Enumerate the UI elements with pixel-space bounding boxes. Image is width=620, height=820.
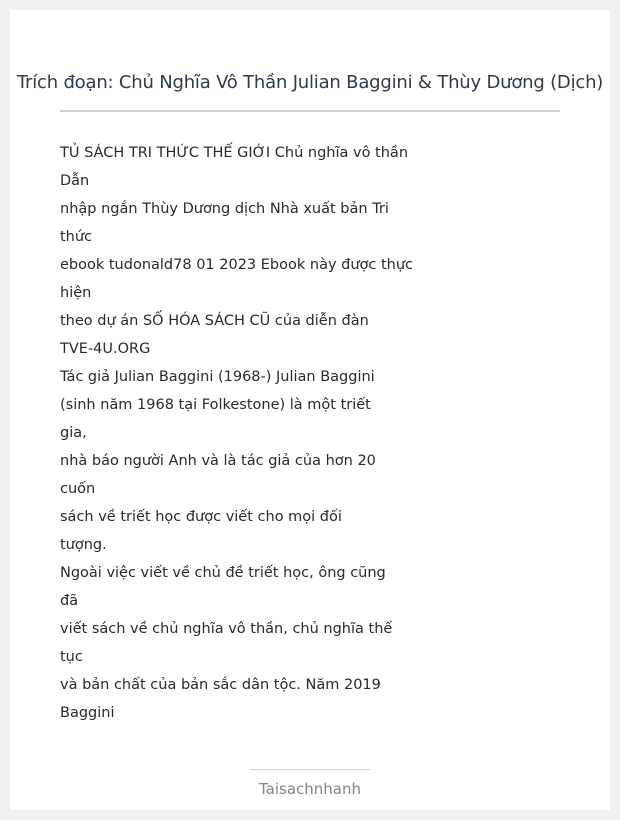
document-body	[60, 139, 440, 727]
body-text-line: đã	[60, 593, 79, 609]
body-text-line: sách về triết học được viết cho mọi đối	[60, 509, 342, 525]
body-text-line: gia,	[60, 425, 87, 441]
body-text-line: Ngoài việc viết về chủ đề triết học, ông cũng	[60, 565, 386, 581]
body-text-line: ebook tudonald78 01 2023 Ebook này được thực	[60, 257, 414, 273]
body-text-line: nhập ngắn Thùy Dương dịch Nhà xuất bản Tri	[60, 201, 389, 217]
document-title: Trích đoạn: Chủ Nghĩa Vô Thần Julian Baggini & Thùy Dương (Dịch)	[16, 72, 604, 93]
body-text-line: hiện	[60, 285, 92, 301]
body-text-line: viết sách về chủ nghĩa vô thần, chủ nghĩa thế	[60, 621, 393, 637]
body-text-line: và bản chất của bản sắc dân tộc. Năm 2019	[60, 677, 381, 693]
title-divider	[60, 110, 560, 112]
site-footer-name: Taisachnhanh	[258, 780, 362, 798]
body-text-line: thức	[60, 229, 93, 245]
body-text-line: theo dự án SỐ HÓA SÁCH CŨ của diễn đàn	[60, 313, 369, 329]
body-text-line: TỦ SÁCH TRI THỨC THẾ GIỚI Chủ nghĩa vô thần	[60, 145, 409, 161]
footer-divider	[250, 769, 370, 770]
body-text-line: (sinh năm 1968 tại Folkestone) là một triết	[60, 397, 371, 413]
document-page	[10, 10, 610, 810]
body-text-line: Dẫn	[60, 173, 90, 189]
body-text-line: TVE-4U.ORG	[60, 341, 151, 357]
body-text-line: Tác giả Julian Baggini (1968-) Julian Baggini	[60, 369, 375, 385]
body-text-line: tục	[60, 649, 83, 665]
body-text-line: tượng.	[60, 537, 107, 553]
body-text-line: cuốn	[60, 481, 96, 497]
body-text-line: Baggini	[60, 705, 115, 721]
body-text-line: nhà báo người Anh và là tác giả của hơn 20	[60, 453, 376, 469]
